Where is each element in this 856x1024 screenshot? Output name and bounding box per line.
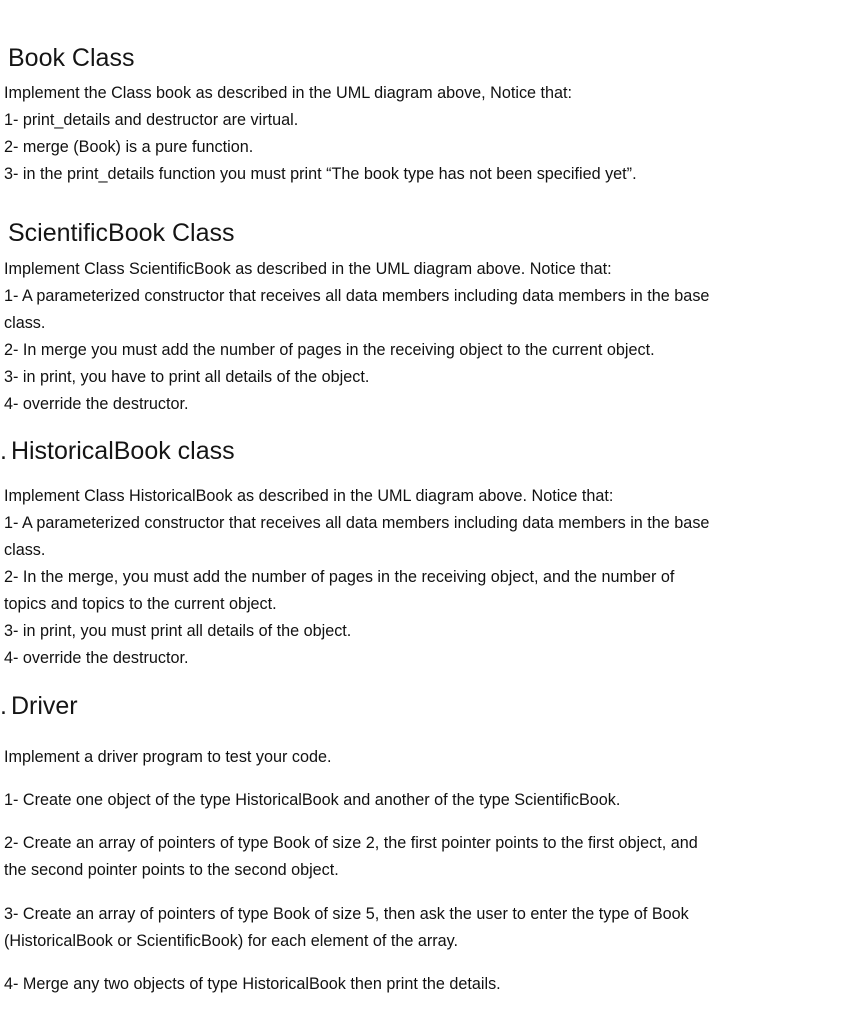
driver-item-3-cont: (HistoricalBook or ScientificBook) for each element of the array. (4, 932, 459, 950)
driver-item-2: 2- Create an array of pointers of type Book of size 2, the first pointer points to the first object, and (4, 834, 698, 852)
heading-driver-text: Driver (10, 692, 78, 720)
scientific-item-1: 1- A parameterized constructor that receives all data members including data members in the base (4, 287, 710, 305)
driver-item-4: 4- Merge any two objects of type HistoricalBook then print the details. (4, 975, 501, 993)
historical-item-1-cont: class. (4, 541, 46, 559)
heading-historicalbook-text: HistoricalBook class (10, 437, 235, 465)
scientific-intro: Implement Class ScientificBook as described in the UML diagram above. Notice that: (4, 260, 612, 278)
historical-item-2: 2- In the merge, you must add the number of pages in the receiving object, and the number of (4, 568, 675, 586)
heading-number-fragment: . (0, 437, 7, 465)
historical-item-1: 1- A parameterized constructor that receives all data members including data members in the base (4, 514, 710, 532)
historical-item-3: 3- in print, you must print all details of the object. (4, 622, 352, 640)
driver-item-1: 1- Create one object of the type HistoricalBook and another of the type ScientificBook. (4, 791, 621, 809)
book-item-2: 2- merge (Book) is a pure function. (4, 138, 254, 156)
historical-intro: Implement Class HistoricalBook as described in the UML diagram above. Notice that: (4, 487, 614, 505)
scientific-item-2: 2- In merge you must add the number of pages in the receiving object to the current object. (4, 341, 655, 359)
heading-driver (0, 691, 78, 721)
historical-item-4: 4- override the destructor. (4, 649, 189, 667)
book-intro: Implement the Class book as described in the UML diagram above, Notice that: (4, 84, 573, 102)
driver-intro: Implement a driver program to test your code. (4, 748, 332, 766)
heading-scientificbook-class: ScientificBook Class (8, 219, 235, 247)
book-item-3: 3- in the print_details function you must print “The book type has not been specified yet”. (4, 165, 637, 183)
heading-historicalbook-class (0, 436, 235, 466)
heading-number-fragment: . (0, 692, 7, 720)
scientific-item-3: 3- in print, you have to print all details of the object. (4, 368, 370, 386)
driver-item-3: 3- Create an array of pointers of type Book of size 5, then ask the user to enter the type of Book (4, 905, 689, 923)
scientific-item-1-cont: class. (4, 314, 46, 332)
heading-book-class: Book Class (8, 44, 135, 72)
driver-item-2-cont: the second pointer points to the second object. (4, 861, 339, 879)
book-item-1: 1- print_details and destructor are virtual. (4, 111, 299, 129)
historical-item-2-cont: topics and topics to the current object. (4, 595, 277, 613)
scientific-item-4: 4- override the destructor. (4, 395, 189, 413)
